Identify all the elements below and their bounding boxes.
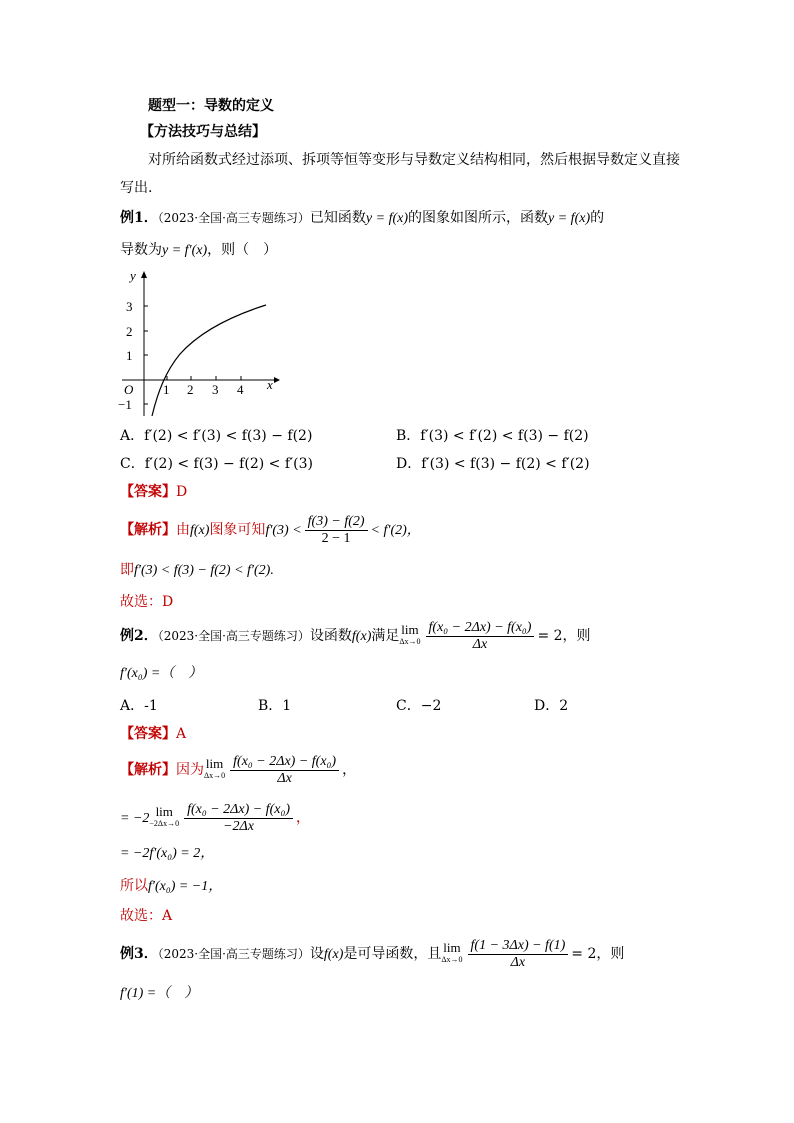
example-1-question-line-1 <box>120 208 604 229</box>
example-3-source: （2023·全国·高三专题练习） <box>157 947 310 961</box>
example-2-analysis-line-1 <box>120 752 356 788</box>
limit-word: lim <box>155 804 173 819</box>
limit-operator <box>441 942 462 966</box>
example-3-fraction <box>468 938 569 971</box>
limit-word: lim <box>443 940 461 955</box>
example-2-option-a: A．-1 <box>120 698 158 714</box>
method-text-line-1: 对所给函数式经过添项、拆项等恒等变形与导数定义结构相同，然后根据导数定义直接 <box>148 152 680 168</box>
y-tick-label: 1 <box>126 348 133 363</box>
answer-tag: 【答案】 <box>120 484 176 500</box>
example-3-question-line-2: f′(1) =（ ） <box>120 986 199 1001</box>
function-graph <box>110 266 290 420</box>
example-1-answer <box>120 482 187 502</box>
example-1-derivative: y = f′(x) <box>162 243 208 258</box>
limit-word: lim <box>401 622 419 637</box>
example-1-function: y = f(x) <box>548 211 591 226</box>
example-1-text: ，则（ ） <box>207 242 278 258</box>
fraction-denominator: 2 − 1 <box>321 530 351 546</box>
x-tick-label: 4 <box>237 382 244 397</box>
example-1-source: （2023·全国·高三专题练习） <box>157 211 310 225</box>
example-3-text: 设 <box>309 946 324 962</box>
fraction-numerator: f(3) − f(2) <box>305 514 368 531</box>
fraction-numerator: f(x₀ − 2Δx) − f(x₀) <box>426 620 535 637</box>
limit-operator <box>204 758 225 782</box>
example-1-label: 例1． <box>120 210 158 226</box>
fraction-denominator: Δx <box>277 770 292 786</box>
example-2-option-b: B．1 <box>258 698 292 714</box>
function-curve <box>152 305 266 416</box>
fraction-denominator: Δx <box>510 954 526 970</box>
analysis-punct: ， <box>295 810 310 826</box>
section-title: 题型一：导数的定义 <box>148 98 274 114</box>
analysis-text: 即 <box>120 562 134 578</box>
x-tick-label: 3 <box>212 382 219 397</box>
example-1-option-c: C．f′(2) < f(3) − f(2) < f′(3) <box>120 456 314 472</box>
analysis-text: 因为 <box>176 762 204 778</box>
fraction-numerator: f(1 − 3Δx) − f(1) <box>468 938 569 955</box>
analysis-text: 由 <box>176 522 190 538</box>
example-3-question-line-1 <box>120 936 624 973</box>
origin-label: O <box>124 382 134 397</box>
example-1-option-a: A．f′(2) < f′(3) < f(3) − f(2) <box>120 428 313 444</box>
analysis-text: 图象可知 <box>209 522 266 538</box>
limit-word: lim <box>205 756 224 771</box>
example-1-analysis-line-2 <box>120 560 274 581</box>
y-tick-label: −1 <box>118 397 132 412</box>
example-2-choose: 故选：A <box>120 908 173 924</box>
example-1-option-b: B．f′(3) < f′(2) < f(3) − f(2) <box>396 428 589 444</box>
example-1-function: y = f(x) <box>365 211 409 226</box>
example-2-source: （2023·全国·高三专题练习） <box>157 629 310 643</box>
analysis-fraction <box>305 514 368 547</box>
analysis-math: f′(x₀) = −1， <box>148 879 223 894</box>
example-1-text: 导数为 <box>120 242 162 258</box>
example-1-option-d: D．f′(3) < f(3) − f(2) < f′(2) <box>396 456 590 472</box>
example-3-text: 是可导函数，且 <box>343 946 442 962</box>
example-2-option-c: C．−2 <box>396 698 442 714</box>
analysis-fraction <box>230 754 339 787</box>
analysis-math: f′(3) < f(3) − f(2) < f′(2). <box>134 563 274 578</box>
answer-tag: 【答案】 <box>120 726 176 742</box>
example-2-question-line-1 <box>120 618 591 655</box>
example-3-text: = 2，则 <box>571 946 625 962</box>
analysis-punct: ， <box>342 762 357 778</box>
y-tick-label: 2 <box>126 324 133 339</box>
limit-subscript: Δx→0 <box>441 955 463 964</box>
answer-value: D <box>176 484 188 500</box>
example-2-text: = 2，则 <box>537 628 591 644</box>
example-2-analysis-line-4 <box>120 876 222 897</box>
example-2-function: f(x) <box>351 629 372 644</box>
example-2-question-line-2: f′(x₀) =（ ） <box>120 666 203 681</box>
example-2-answer <box>120 724 186 744</box>
analysis-tag: 【解析】 <box>120 522 176 538</box>
method-heading: 【方法技巧与总结】 <box>140 124 266 140</box>
example-2-text: 设函数 <box>309 628 352 644</box>
limit-subscript: Δx→0 <box>399 637 421 646</box>
fraction-denominator: −2Δx <box>223 818 254 834</box>
example-2-analysis-line-3: = −2f′(x₀) = 2， <box>120 846 215 861</box>
example-3-label: 例3． <box>120 946 158 962</box>
analysis-math: = −2 <box>120 811 150 826</box>
example-1-text: 的 <box>590 210 605 226</box>
example-2-analysis-line-2 <box>120 800 310 837</box>
example-2-fraction <box>426 620 535 653</box>
method-text-line-2: 写出. <box>120 180 153 196</box>
example-1-analysis-line-1 <box>120 512 421 549</box>
x-tick-label: 2 <box>187 382 194 397</box>
analysis-math: f(x) <box>190 523 210 538</box>
analysis-fraction <box>184 802 293 835</box>
example-1-text: 已知函数 <box>309 210 366 226</box>
y-tick-label: 3 <box>126 299 133 314</box>
analysis-tag: 【解析】 <box>120 762 176 778</box>
y-axis-arrow <box>141 271 147 278</box>
x-tick-label: 1 <box>163 382 170 397</box>
example-2-text: 满足 <box>371 628 400 644</box>
analysis-text: 所以 <box>120 878 148 894</box>
fraction-denominator: Δx <box>472 636 488 652</box>
analysis-math: f′(3) < <box>265 523 302 538</box>
example-3-function: f(x) <box>323 947 344 962</box>
limit-subscript: Δx→0 <box>204 771 226 780</box>
example-1-question-line-2 <box>120 240 277 261</box>
example-1-choose: 故选：D <box>120 594 174 610</box>
example-2-label: 例2． <box>120 628 158 644</box>
limit-operator <box>149 806 179 830</box>
limit-operator <box>399 624 420 648</box>
x-axis-arrow <box>274 377 280 383</box>
example-2-option-d: D．2 <box>534 698 569 714</box>
answer-value: A <box>176 726 187 742</box>
y-axis-label: y <box>130 268 136 283</box>
x-axis-label: x <box>267 377 273 392</box>
fraction-numerator: f(x₀ − 2Δx) − f(x₀) <box>230 754 339 771</box>
example-1-text: 的图象如图所示，函数 <box>408 210 549 226</box>
fraction-numerator: f(x₀ − 2Δx) − f(x₀) <box>184 802 293 819</box>
analysis-math: < f′(2)， <box>370 523 421 538</box>
limit-subscript: −2Δx→0 <box>149 819 180 828</box>
